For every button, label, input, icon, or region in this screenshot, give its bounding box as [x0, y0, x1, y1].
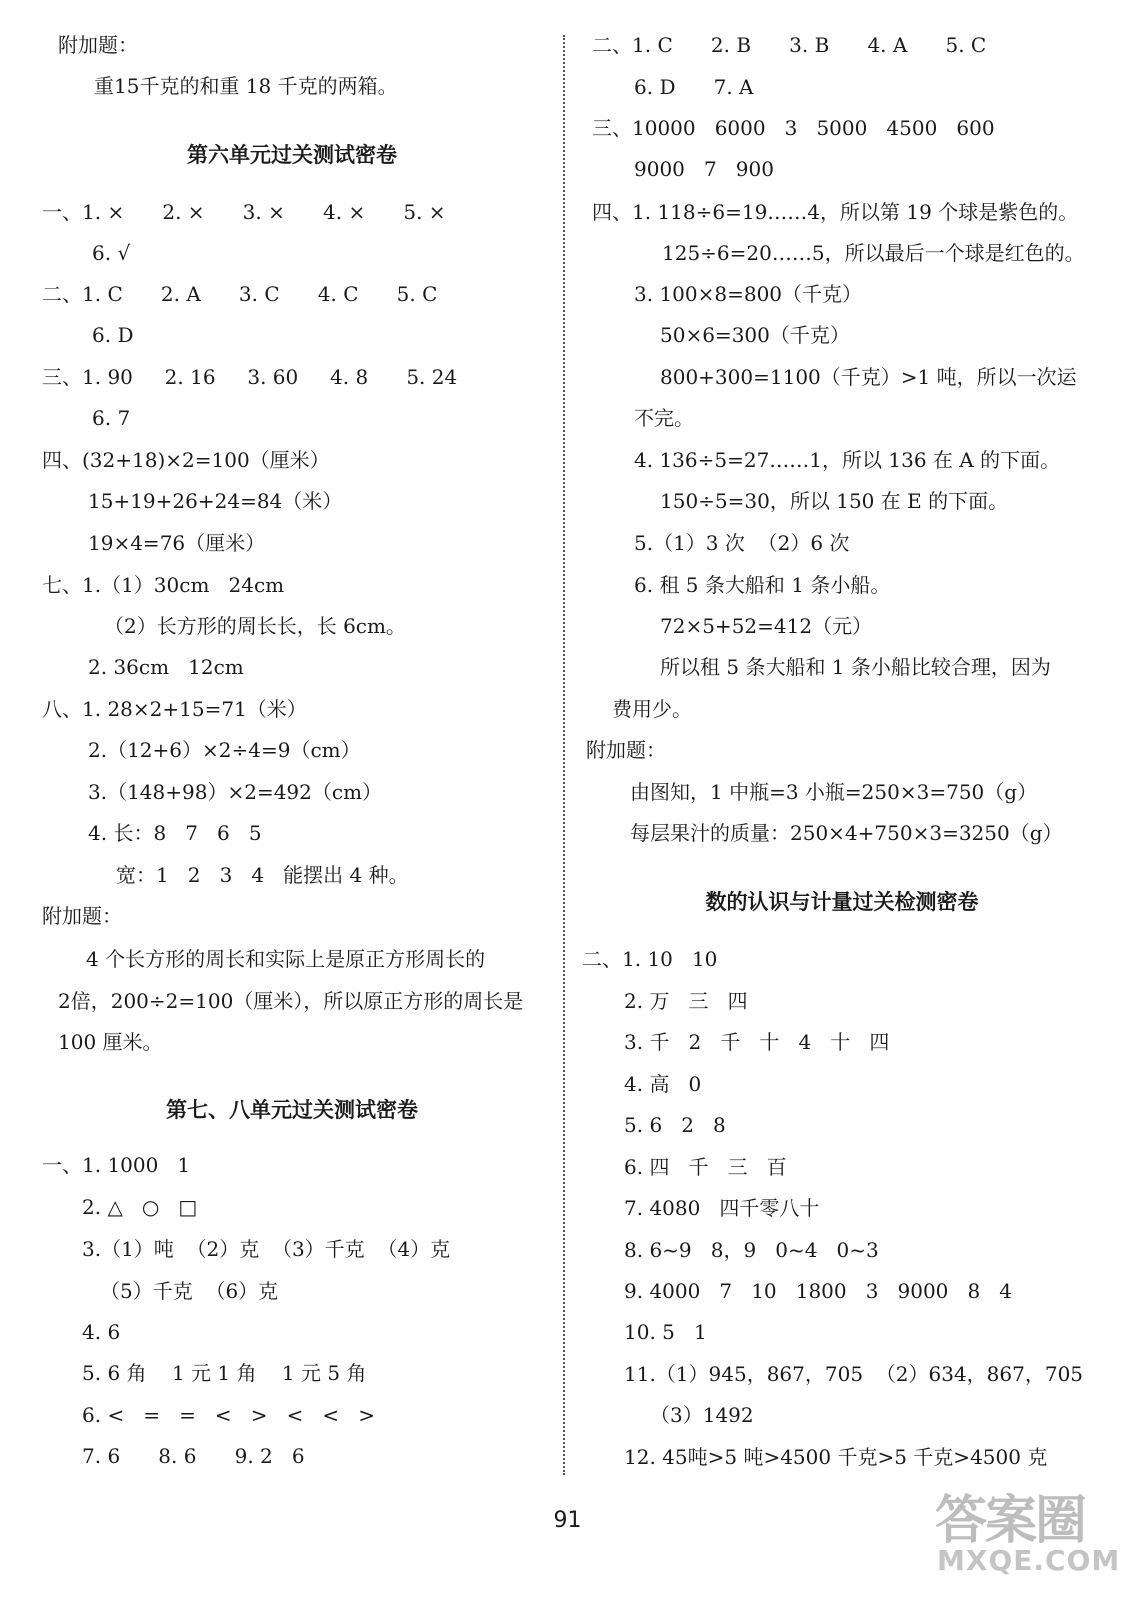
watermark-url: MXQE.COM	[937, 1544, 1121, 1577]
answer-line: 2. △ ○ □	[82, 1195, 198, 1219]
answer-line: 3.（148+98）×2=492（cm）	[88, 780, 383, 804]
answer-line: 72×5+52=412（元）	[660, 614, 873, 638]
answer-line: 所以租 5 条大船和 1 条小船比较合理，因为	[660, 655, 1051, 679]
answer-line: 6. 租 5 条大船和 1 条小船。	[634, 573, 891, 597]
answer-line: 三、1. 90 2. 16 3. 60 4. 8 5. 24	[42, 365, 458, 389]
answer-line: 4. 长：8 7 6 5	[88, 821, 262, 845]
appendix-answer: 100 厘米。	[58, 1030, 163, 1054]
appendix-answer: 重15千克的和重 18 千克的两箱。	[94, 74, 398, 98]
answer-line: 6. 7	[92, 406, 131, 430]
watermark-logo: 答案圈	[935, 1491, 1086, 1551]
page-number: 91	[553, 1508, 582, 1533]
appendix-title: 附加题：	[586, 738, 666, 762]
answer-line: 50×6=300（千克）	[660, 323, 850, 347]
answer-line: 3. 千 2 千 十 4 十 四	[624, 1030, 890, 1054]
answer-line: 一、1. × 2. × 3. × 4. × 5. ×	[42, 200, 446, 224]
section-title-numbers: 数的认识与计量过关检测密卷	[705, 890, 979, 914]
answer-line: 19×4=76（厘米）	[88, 531, 266, 555]
appendix-title: 附加题：	[58, 33, 138, 57]
answer-line: （2）长方形的周长长，长 6cm。	[104, 614, 406, 638]
answer-line: 9. 4000 7 10 1800 3 9000 8 4	[624, 1279, 1012, 1303]
answer-line: 三、10000 6000 3 5000 4500 600	[592, 116, 995, 140]
answer-line: 3. 100×8=800（千克）	[634, 282, 863, 306]
answer-line: 八、1. 28×2+15=71（米）	[42, 697, 307, 721]
section-title-unit78: 第七、八单元过关测试密卷	[166, 1098, 418, 1122]
answer-line: 七、1.（1）30cm 24cm	[42, 573, 285, 597]
answer-line: 6. < = = < > < < >	[82, 1403, 376, 1427]
answer-line: 4. 6	[82, 1320, 121, 1344]
appendix-answer: 由图知，1 中瓶=3 小瓶=250×3=750（g）	[630, 780, 1038, 804]
appendix-answer: 每层果汁的质量：250×4+750×3=3250（g）	[630, 821, 1063, 845]
appendix-title: 附加题：	[42, 904, 122, 928]
answer-line: 3.（1）吨 （2）克 （3）千克 （4）克	[82, 1237, 451, 1261]
answer-line: 费用少。	[612, 697, 692, 721]
answer-line: 2.（12+6）×2÷4=9（cm）	[88, 738, 361, 762]
answer-line: 4. 136÷5=27……1，所以 136 在 A 的下面。	[634, 448, 1061, 472]
answer-line: 4. 高 0	[624, 1072, 702, 1096]
answer-line: 不完。	[634, 406, 694, 430]
answer-line: 宽：1 2 3 4 能摆出 4 种。	[116, 863, 409, 887]
answer-line: 二、1. 10 10	[582, 947, 718, 971]
answer-line: 5.（1）3 次 （2）6 次	[634, 531, 850, 555]
answer-line: 150÷5=30，所以 150 在 E 的下面。	[660, 489, 1009, 513]
answer-line: 5. 6 2 8	[624, 1113, 726, 1137]
answer-line: 四、(32+18)×2=100（厘米）	[42, 448, 330, 472]
appendix-answer: 2倍，200÷2=100（厘米），所以原正方形的周长是	[58, 989, 524, 1013]
answer-line: 6. D	[92, 323, 134, 347]
answer-line: 9000 7 900	[634, 157, 774, 181]
answer-line: 10. 5 1	[624, 1320, 707, 1344]
answer-line: 一、1. 1000 1	[42, 1153, 191, 1177]
answer-line: 6. 四 千 三 百	[624, 1155, 787, 1179]
answer-line: 125÷6=20……5，所以最后一个球是红色的。	[662, 241, 1085, 265]
answer-line: 800+300=1100（千克）>1 吨，所以一次运	[660, 365, 1077, 389]
answer-line: 二、1. C 2. B 3. B 4. A 5. C	[592, 33, 987, 57]
answer-line: 2. 万 三 四	[624, 989, 748, 1013]
answer-line: 8. 6~9 8，9 0~4 0~3	[624, 1238, 879, 1262]
answer-line: 6. √	[92, 241, 131, 265]
answer-line: 6. D 7. A	[634, 75, 754, 99]
answer-line: （3）1492	[650, 1403, 754, 1427]
answer-line: 2. 36cm 12cm	[88, 655, 244, 679]
answer-line: 5. 6 角 1 元 1 角 1 元 5 角	[82, 1361, 367, 1385]
answer-line: 四、1. 118÷6=19……4，所以第 19 个球是紫色的。	[592, 200, 1079, 224]
answer-line: （5）千克 （6）克	[100, 1279, 279, 1303]
answer-line: 12. 45吨>5 吨>4500 千克>5 千克>4500 克	[624, 1445, 1048, 1469]
answer-line: 15+19+26+24=84（米）	[88, 489, 343, 513]
section-title-unit6: 第六单元过关测试密卷	[187, 143, 397, 167]
appendix-answer: 4 个长方形的周长和实际上是原正方形周长的	[86, 947, 486, 971]
watermark	[935, 1478, 1125, 1590]
answer-line: 7. 6 8. 6 9. 2 6	[82, 1444, 305, 1468]
answer-line: 11.（1）945，867，705 （2）634，867，705	[624, 1362, 1084, 1386]
answer-line: 7. 4080 四千零八十	[624, 1196, 820, 1220]
answer-line: 二、1. C 2. A 3. C 4. C 5. C	[42, 282, 438, 306]
column-divider	[563, 35, 565, 1475]
